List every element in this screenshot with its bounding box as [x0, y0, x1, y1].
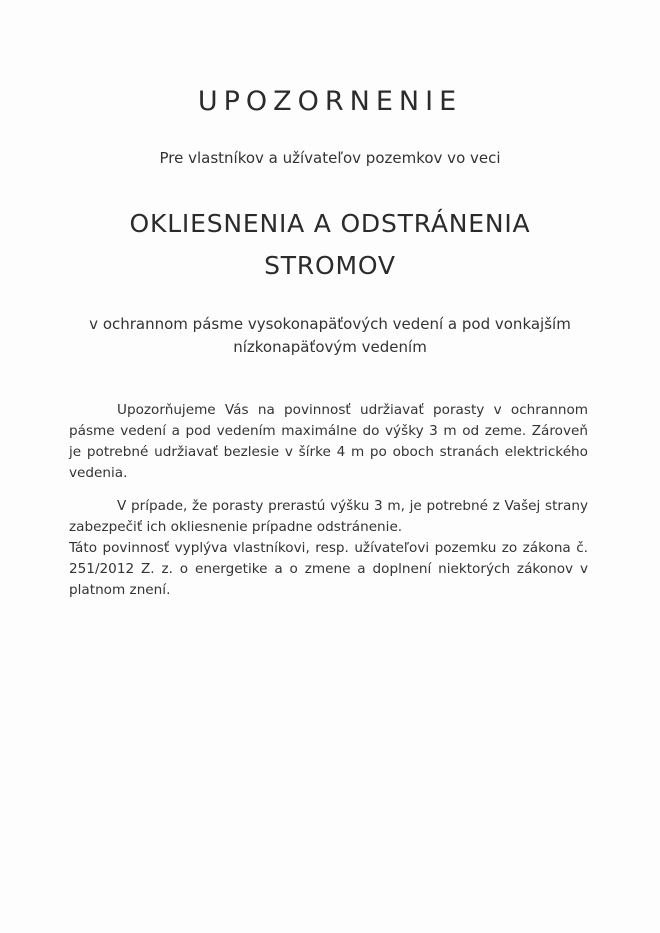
heading-line-2: STROMOV [264, 251, 396, 280]
heading-line-1: OKLIESNENIA A ODSTRÁNENIA [129, 209, 531, 238]
paragraph-obligation: Upozorňujeme Vás na povinnosť udržiavať porasty v ochrannom pásme vedení a pod vedením maximálne do výšky 3 m od zeme. Zároveň je potrebné udržiavať bezlesie v šírke 4 m po oboch stranách elektrického vedenia. [69, 402, 588, 481]
scope-statement [60, 313, 600, 359]
document-heading [60, 203, 600, 287]
paragraph-legal-basis: Táto povinnosť vyplýva vlastníkovi, resp. užívateľovi pozemku zo zákona č. 251/2012 Z. z. o energetike a o zmene a doplnení niektorých zákonov v platnom znení. [69, 540, 588, 598]
document-subtitle: Pre vlastníkov a užívateľov pozemkov vo veci [159, 149, 501, 167]
scope-line-2: nízkonapäťovým vedením [233, 338, 427, 356]
document-title: UPOZORNENIE [197, 86, 463, 117]
paragraph-overgrowth: V prípade, že porasty prerastú výšku 3 m, je potrebné z Vašej strany zabezpečiť ich okliesnenie prípadne odstránenie. [69, 498, 588, 535]
scope-line-1: v ochrannom pásme vysokonapäťových vedení a pod vonkajším [89, 315, 571, 333]
